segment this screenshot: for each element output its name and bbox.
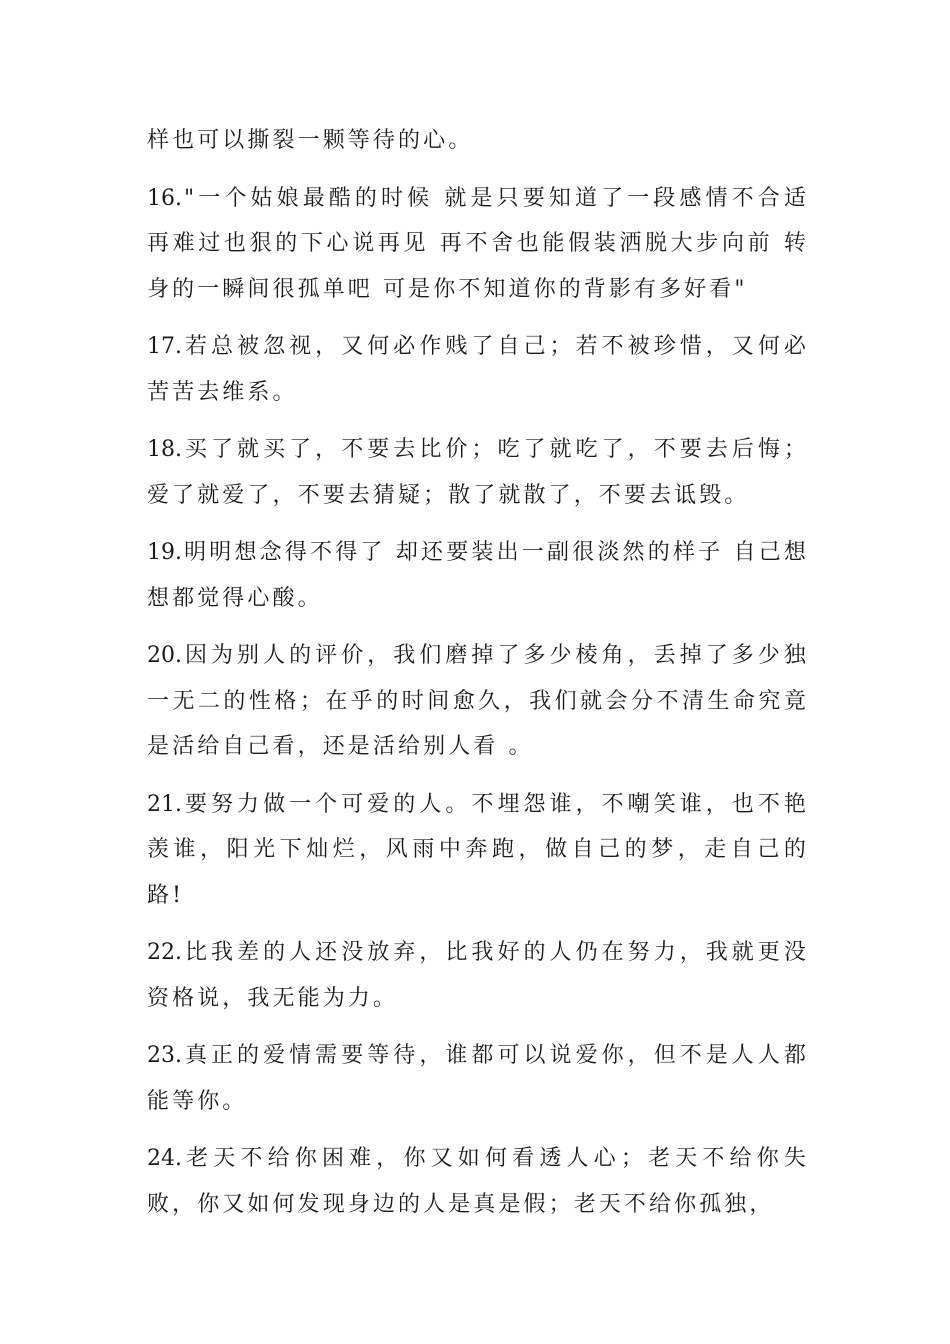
paragraph-number: 22. — [147, 940, 182, 965]
paragraph-20 — [147, 633, 809, 770]
paragraph-22 — [147, 930, 809, 1021]
paragraph-24 — [147, 1136, 809, 1227]
paragraph-number: 24. — [147, 1146, 182, 1171]
paragraph-text: 老天不给你困难，你又如何看透人心；老天不给你失败，你又如何发现身边的人是真是假；老天不给你孤独， — [147, 1146, 809, 1217]
paragraph-text: 买了就买了，不要去比价；吃了就吃了，不要去后悔；爱了就爱了，不要去猜疑；散了就散了，不要去诋毁。 — [147, 437, 809, 508]
paragraph-text: 样也可以撕裂一颗等待的心。 — [147, 128, 474, 153]
paragraph-number: 20. — [147, 643, 182, 668]
paragraph-text: 因为别人的评价，我们磨掉了多少棱角，丢掉了多少独一无二的性格；在乎的时间愈久，我们就会分不清生命究竟是活给自己看，还是活给别人看 。 — [147, 643, 809, 759]
paragraph-text: "一个姑娘最酷的时候 就是只要知道了一段感情不合适 再难过也狠的下心说再见 再不舍也能假装洒脱大步向前 转身的一瞬间很孤单吧 可是你不知道你的背影有多好看" — [147, 185, 809, 302]
paragraph-number: 16. — [147, 185, 182, 211]
paragraph-16 — [147, 176, 809, 313]
paragraph-21 — [147, 782, 809, 919]
paragraph-17 — [147, 324, 809, 415]
paragraph-text: 比我差的人还没放弃，比我好的人仍在努力，我就更没资格说，我无能为力。 — [147, 940, 809, 1011]
paragraph-18 — [147, 427, 809, 518]
paragraph-text: 明明想念得不得了 却还要装出一副很淡然的样子 自己想想都觉得心酸。 — [147, 540, 809, 611]
paragraph-text: 若总被忽视，又何必作贱了自己；若不被珍惜，又何必苦苦去维系。 — [147, 334, 809, 405]
paragraph-15-continuation — [147, 118, 809, 164]
paragraph-number: 23. — [147, 1043, 182, 1068]
paragraph-23 — [147, 1033, 809, 1124]
paragraph-number: 18. — [147, 437, 182, 462]
paragraph-19 — [147, 530, 809, 621]
paragraph-number: 19. — [147, 540, 182, 565]
paragraph-text: 要努力做一个可爱的人。不埋怨谁，不嘲笑谁，也不艳羡谁，阳光下灿烂，风雨中奔跑，做自己的梦，走自己的路! — [147, 791, 809, 908]
paragraph-number: 17. — [147, 334, 182, 359]
document-page — [147, 118, 809, 1239]
paragraph-number: 21. — [147, 791, 182, 817]
paragraph-text: 真正的爱情需要等待，谁都可以说爱你，但不是人人都能等你。 — [147, 1043, 809, 1114]
